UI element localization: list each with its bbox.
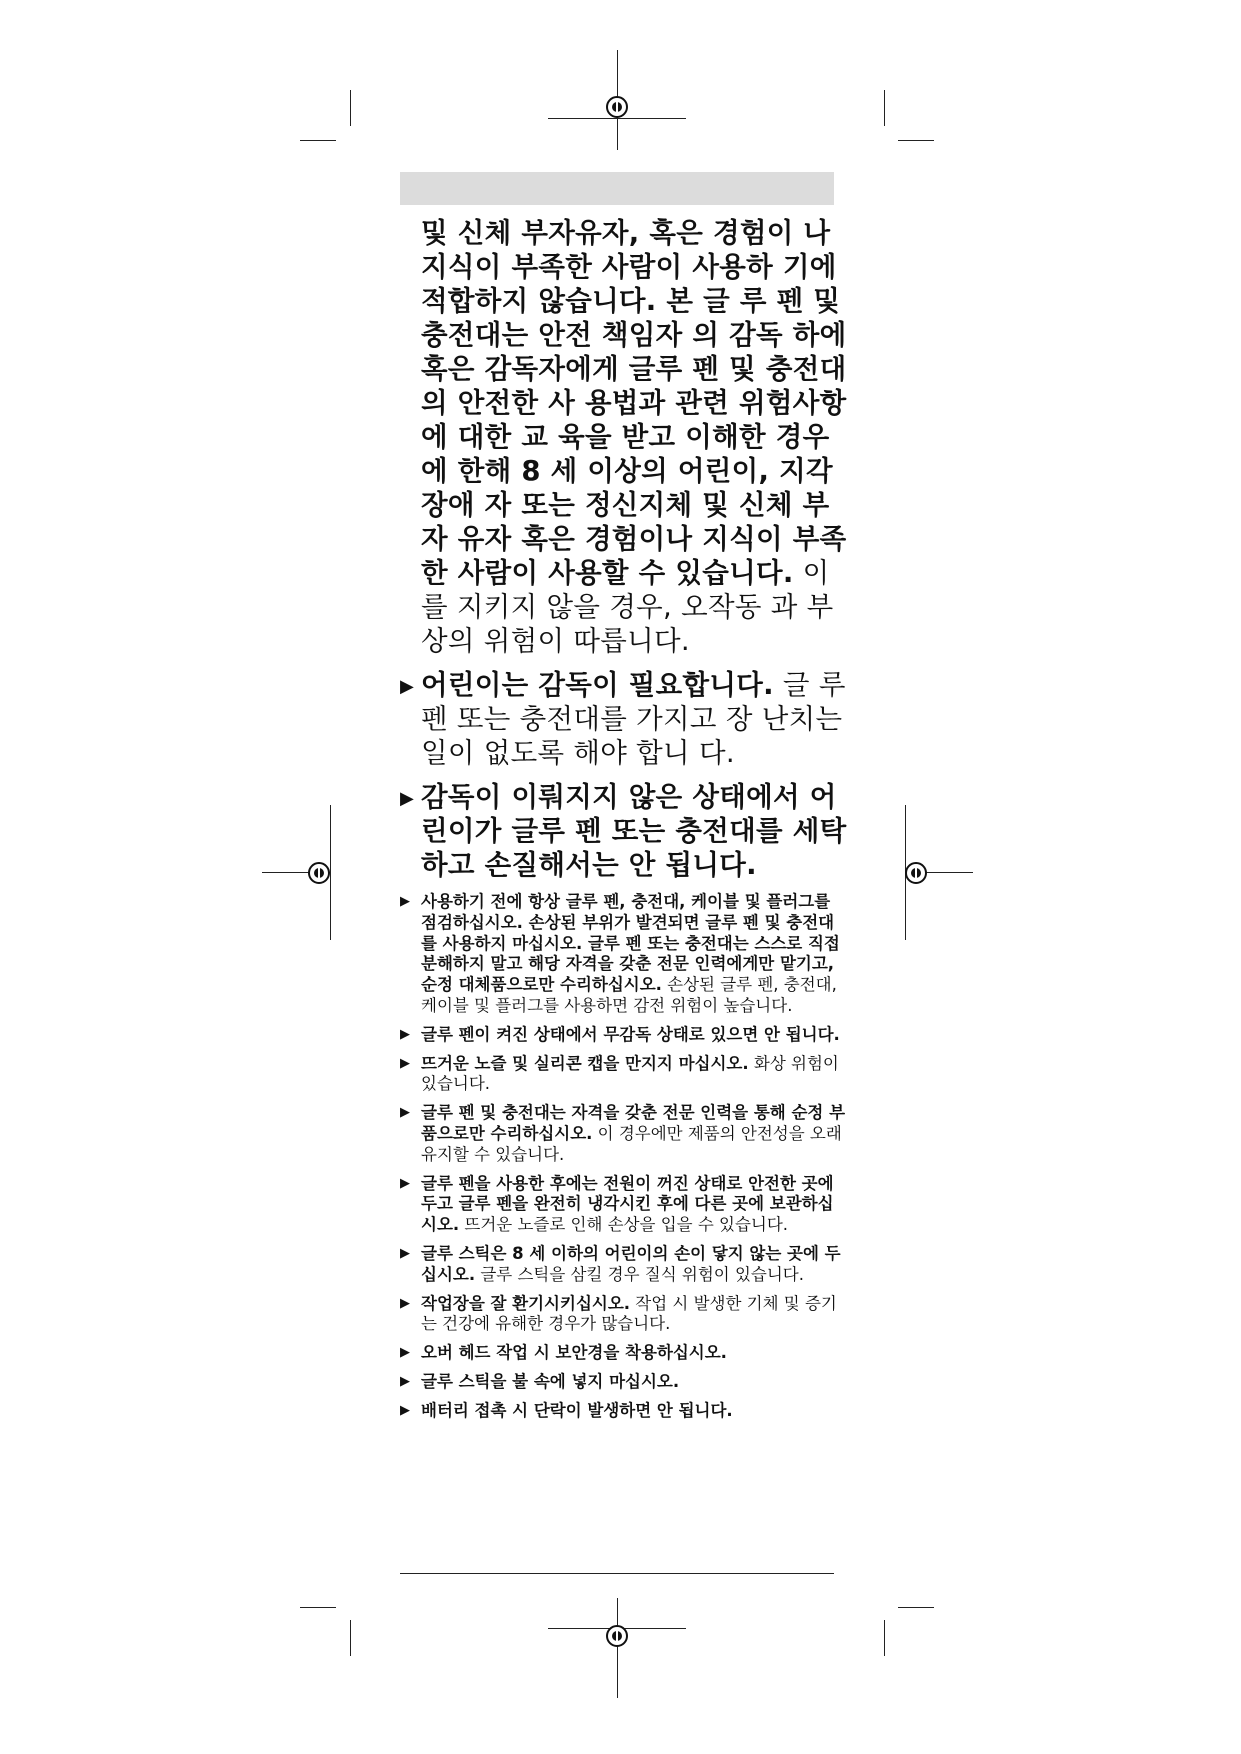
registration-mark-icon [606,96,628,118]
bullet-arrow-icon: ▶ [400,676,415,697]
small-list-item [400,1103,847,1165]
small-list-item [400,1400,847,1422]
item-bold-text: 글루 스틱을 불 속에 넣지 마십시오. [421,1371,680,1391]
item-normal-text: 작업 시 발생한 기체 및 증기는 건강에 유해한 경우가 많습니다. [421,1293,837,1334]
crop-mark [548,118,686,119]
registration-mark-icon [905,862,927,884]
item-normal-text: 글 루 펜 또는 충전대를 가지고 장 난치는 일이 없도록 해야 합니 다. [421,669,846,769]
crop-mark [898,1607,934,1608]
bottom-rule [400,1573,834,1574]
bullet-arrow-icon: ▶ [400,1105,410,1121]
item-bold-text: 배터리 접촉 시 단락이 발생하면 안 됩니다. [421,1400,733,1420]
small-list-item [400,1343,847,1364]
crop-mark [330,805,331,940]
crop-mark [300,1607,336,1608]
registration-mark-icon [606,1625,628,1647]
item-normal-text: 뜨거운 노즐로 인해 손상을 입을 수 있습니다. [464,1215,789,1235]
crop-mark [300,140,336,141]
item-bold-text: 글루 펜을 사용한 후에는 전원이 꺼진 상태로 안전한 곳에 두고 글루 펜을 완전히 냉각시킨 후에 다른 곳에 보관하십시오. [421,1173,834,1235]
item-bold-text: 뜨거운 노즐 및 실리콘 캡을 만지지 마십시오. [421,1053,749,1073]
bullet-arrow-icon: ▶ [400,1245,410,1261]
item-bold-text: 감독이 이뤄지지 않은 상태에서 어린이가 글루 펜 또는 충전대를 세탁하고 손질해서는 안 됩니다. [421,781,847,881]
bullet-arrow-icon: ▶ [400,1295,410,1311]
intro-normal-text: 이를 지키지 않을 경우, 오작동 과 부상의 위험이 따릅니다. [421,557,834,657]
crop-mark [884,90,885,126]
bullet-arrow-icon: ▶ [400,1026,410,1042]
item-normal-text: 글루 스틱을 삼킬 경우 질식 위험이 있습니다. [480,1264,804,1284]
item-normal-text: 이 경우에만 제품의 안전성을 오래 유지할 수 있습니다. [421,1123,842,1164]
bullet-arrow-icon: ▶ [400,894,410,909]
safety-text-column [400,216,847,1430]
small-list-item [400,1243,847,1286]
item-bold-text: 글루 펜이 켜진 상태에서 무감독 상태로 있으면 안 됩니다. [421,1024,840,1044]
small-list-item [400,1173,847,1236]
crop-mark [617,1598,618,1698]
small-list-item [400,1024,847,1046]
bullet-arrow-icon: ▶ [400,1345,410,1361]
registration-mark-icon [308,862,330,884]
crop-mark [350,1620,351,1656]
small-list-item [400,1053,847,1096]
item-normal-text: 화상 위험이 있습니다. [421,1053,839,1094]
bullet-arrow-icon: ▶ [400,1402,410,1418]
bullet-arrow-icon: ▶ [400,1055,410,1071]
bullet-arrow-icon: ▶ [400,1373,410,1389]
small-list-item [400,1371,847,1393]
large-list-item [400,780,847,882]
item-normal-text: 손상된 글루 펜, 충전대, 케이블 및 플러그를 사용하면 감전 위험이 높습니다. [421,975,837,1015]
bullet-arrow-icon: ▶ [400,1175,410,1191]
intro-paragraph [421,216,847,658]
item-bold-text: 사용하기 전에 항상 글루 펜, 충전대, 케이블 및 플러그를 점검하십시오. 손상된 부위가 발견되면 글루 펜 및 충전대를 사용하지 마십시오. 글루 펜 또는 충전대는 스스로 직접 분해하지 말고 해당 자격을 갖춘 전문 인력에게만 맡기고, 순정 대체품으로만 수리하십시오. [421,892,840,995]
item-bold-text: 오버 헤드 작업 시 보안경을 착용하십시오. [421,1343,727,1363]
large-list-item [400,668,847,770]
intro-bold-text: 및 신체 부자유자, 혹은 경험이 나 지식이 부족한 사람이 사용하 기에 적합하지 않습니다. 본 글 루 펜 및 충전대는 안전 책임자 의 감독 하에 혹은 감독자에게 글루 펜 및 충전대의 안전한 사 용법과 관련 위험사항에 대한 교 육을 받고 이해한 경우에 한해 8 세 이상의 어린이, 지각 장애 자 또는 정신지체 및 신체 부자 유자 혹은 경험이나 지식이 부족 한 사람이 사용할 수 있습니다. [421,217,847,589]
section-header-bar [400,172,834,205]
small-list-item [400,1293,847,1336]
item-bold-text: 어린이는 감독이 필요합니다. [421,669,774,701]
crop-mark [898,140,934,141]
item-bold-text: 작업장을 잘 환기시키십시오. [421,1293,631,1313]
item-bold-text: 글루 스틱은 8 세 이하의 어린이의 손이 닿지 않는 곳에 두십시오. [421,1243,841,1284]
crop-mark [884,1620,885,1656]
small-list-item [400,892,847,1017]
bullet-arrow-icon: ▶ [400,788,415,809]
crop-mark [350,90,351,126]
item-bold-text: 글루 펜 및 충전대는 자격을 갖춘 전문 인력을 통해 순정 부품으로만 수리하십시오. [421,1103,846,1143]
